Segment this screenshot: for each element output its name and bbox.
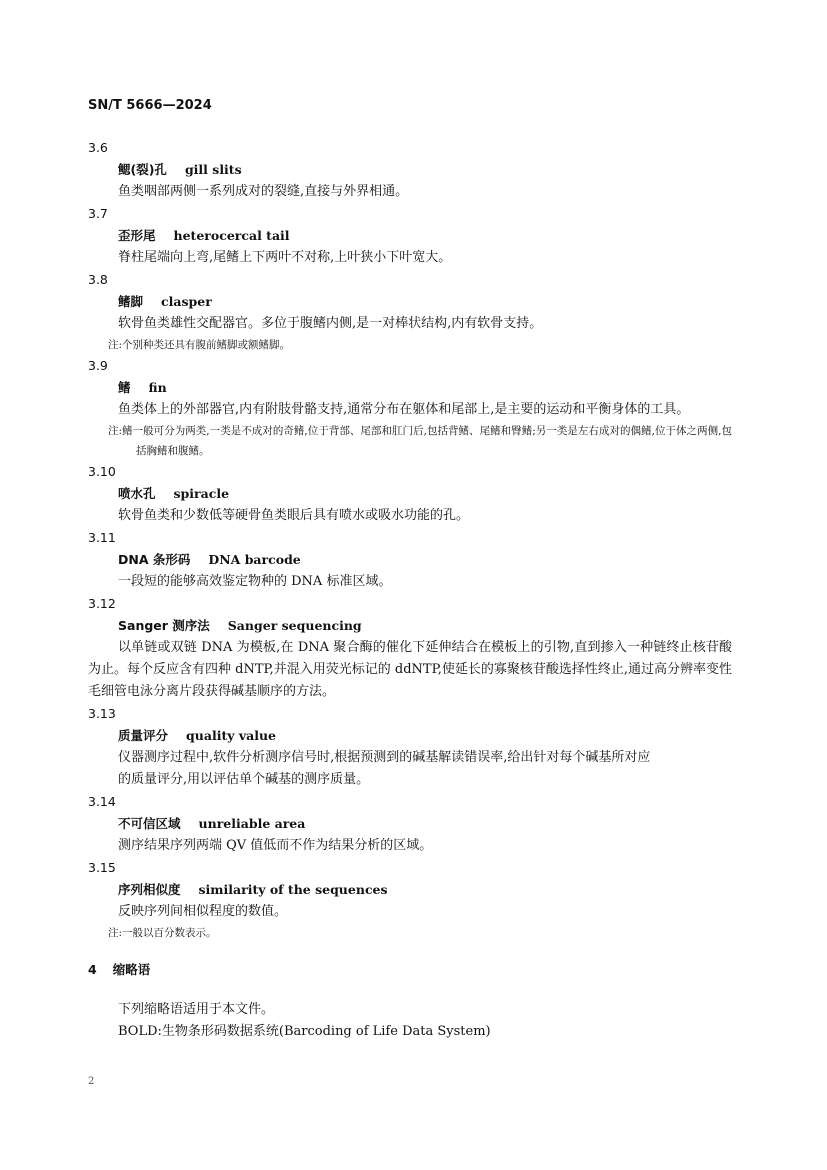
term-zh: 喷水孔: [118, 486, 156, 501]
term-en: unreliable area: [198, 816, 306, 831]
term-en: DNA barcode: [208, 552, 301, 567]
term-note: 注:一般以百分数表示。: [108, 927, 217, 939]
term-number: 3.13: [88, 706, 116, 721]
term-entry: [88, 857, 732, 943]
section-paragraph: BOLD:生物条形码数据系统(Barcoding of Life Data System): [118, 1024, 491, 1039]
section-title: 缩略语: [112, 962, 151, 977]
document-id: SN/T 5666—2024: [88, 98, 212, 113]
term-zh: 鳃(裂)孔: [118, 162, 167, 177]
term-zh: 鳍脚: [118, 294, 144, 309]
term-number: 3.12: [88, 596, 116, 611]
term-number: 3.14: [88, 794, 116, 809]
term-en: gill slits: [184, 162, 242, 177]
page-number: 2: [88, 1076, 95, 1087]
term-definition: 鱼类体上的外部器官,内有附肢骨骼支持,通常分布在躯体和尾部上,是主要的运动和平衡身体的工具。: [118, 402, 690, 417]
term-entry: [88, 203, 732, 269]
term-number: 3.6: [88, 140, 108, 155]
term-entry: [88, 269, 732, 355]
term-heading: [88, 159, 732, 181]
term-definition: 一段短的能够高效鉴定物种的 DNA 标准区域。: [118, 574, 392, 589]
term-entry: [88, 791, 732, 857]
section-heading: [88, 959, 732, 981]
term-definition: 软骨鱼类和少数低等硬骨鱼类眼后具有喷水或吸水功能的孔。: [118, 508, 470, 523]
term-entry: [88, 527, 732, 593]
term-en: Sanger sequencing: [227, 618, 362, 633]
term-zh: 鳍: [118, 380, 131, 395]
term-zh: Sanger 测序法: [118, 618, 210, 633]
section-paragraph: 下列缩略语适用于本文件。: [118, 1002, 275, 1017]
term-definition: 以单链或双链 DNA 为模板,在 DNA 聚合酶的催化下延伸结合在模板上的引物,直到掺入一种链终止核苷酸为止。每个反应含有四种 dNTP,并混入用荧光标记的 ddNTP,使延长的寡聚核苷酸选择性终止,通过高分辨率变性毛细管电泳分离片段获得碱基顺序的方法。: [88, 640, 732, 699]
term-definition: 的质量评分,用以评估单个碱基的测序质量。: [118, 772, 370, 787]
term-zh: 质量评分: [118, 728, 169, 743]
term-definition: 反映序列间相似程度的数值。: [118, 904, 288, 919]
term-zh: 序列相似度: [118, 882, 181, 897]
term-definition: 鱼类咽部两侧一系列成对的裂缝,直接与外界相通。: [118, 184, 409, 199]
term-number: 3.15: [88, 860, 116, 875]
term-heading: [88, 291, 732, 313]
term-entry: [88, 355, 732, 461]
term-definition: 软骨鱼类雄性交配器官。多位于腹鳍内侧,是一对棒状结构,内有软骨支持。: [118, 316, 543, 331]
term-zh: 不可信区域: [118, 816, 181, 831]
term-heading: [88, 725, 732, 747]
term-number: 3.11: [88, 530, 116, 545]
term-en: similarity of the sequences: [198, 882, 388, 897]
term-note: 注:个别种类还具有腹前鳍脚或额鳍脚。: [108, 339, 291, 351]
term-note: 注:鳍一般可分为两类,一类是不成对的奇鳍,位于背部、尾部和肛门后,包括背鳍、尾鳍和臀鳍;另一类是左右成对的偶鳍,位于体之两侧,包括胸鳍和腹鳍。: [108, 425, 732, 457]
document-body: [88, 137, 732, 1043]
term-heading: [88, 377, 732, 399]
term-heading: [88, 549, 732, 571]
term-heading: [88, 615, 732, 637]
term-entry: [88, 137, 732, 203]
term-entry: [88, 461, 732, 527]
term-en: quality value: [186, 728, 276, 743]
term-entry: [88, 593, 732, 703]
term-heading: [88, 879, 732, 901]
term-en: spiracle: [173, 486, 230, 501]
term-zh: DNA 条形码: [118, 552, 191, 567]
term-number: 3.7: [88, 206, 108, 221]
term-en: fin: [148, 380, 167, 395]
term-heading: [88, 225, 732, 247]
term-entry: [88, 703, 732, 791]
term-en: heterocercal tail: [173, 228, 290, 243]
term-definition: 脊柱尾端向上弯,尾鳍上下两叶不对称,上叶狭小下叶宽大。: [118, 250, 452, 265]
term-number: 3.8: [88, 272, 108, 287]
term-heading: [88, 483, 732, 505]
term-definition: 仪器测序过程中,软件分析测序信号时,根据预测到的碱基解读错误率,给出针对每个碱基所对应: [118, 750, 651, 765]
term-en: clasper: [161, 294, 212, 309]
term-zh: 歪形尾: [118, 228, 156, 243]
section-number: 4: [88, 962, 97, 977]
term-number: 3.9: [88, 358, 108, 373]
term-number: 3.10: [88, 464, 116, 479]
term-heading: [88, 813, 732, 835]
term-definition: 测序结果序列两端 QV 值低而不作为结果分析的区域。: [118, 838, 433, 853]
